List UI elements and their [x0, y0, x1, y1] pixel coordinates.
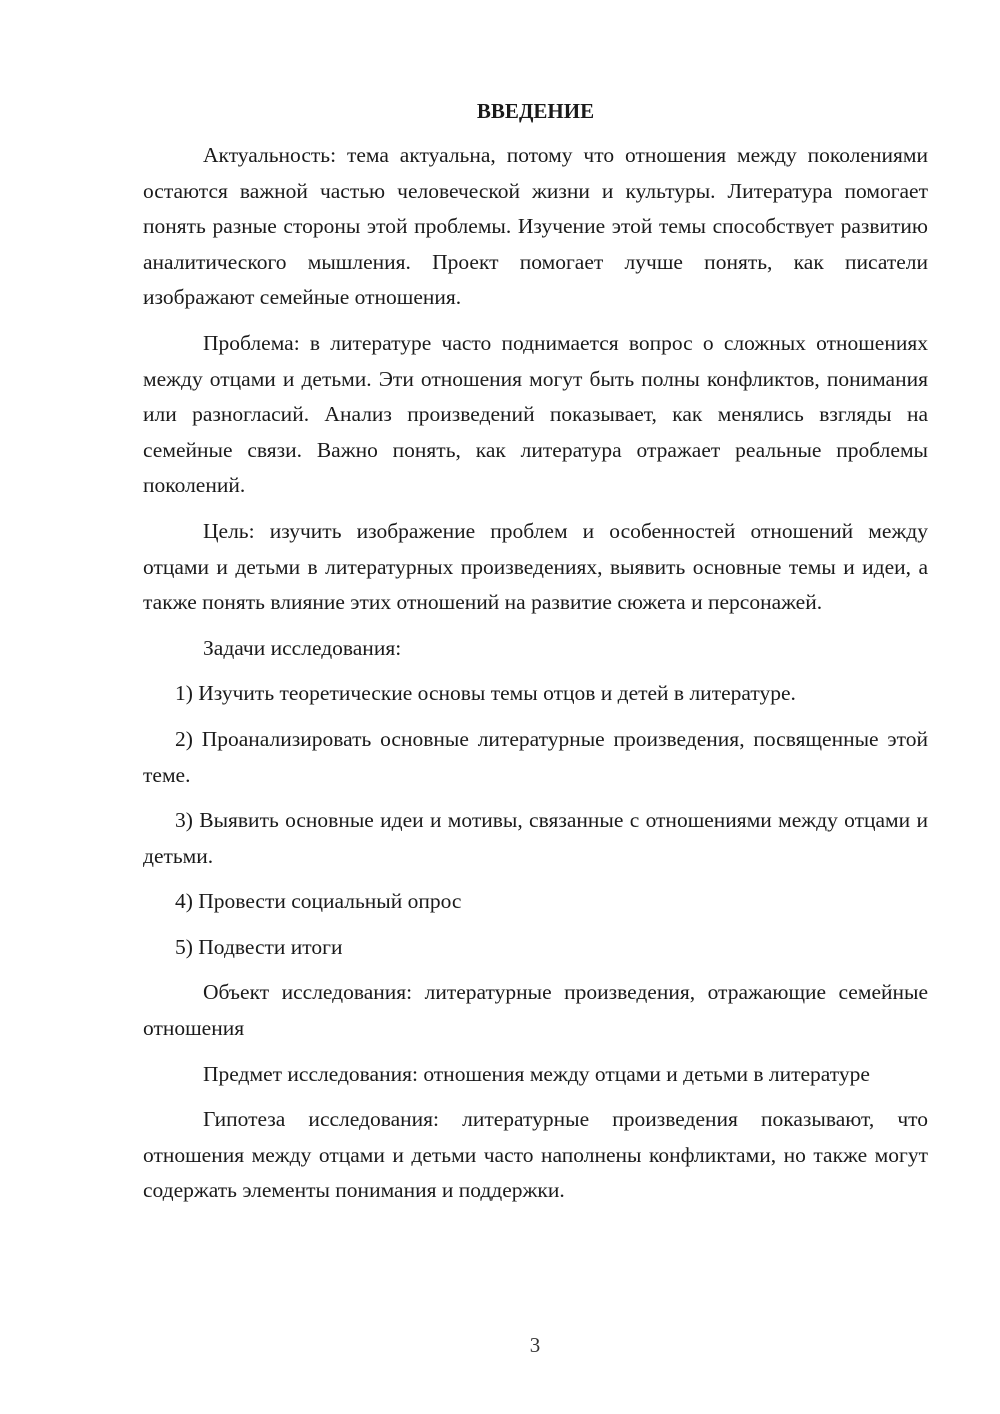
relevance-paragraph: Актуальность: тема актуальна, потому что отношения между поколениями остаются важной частью человеческой жизни и культуры. Литература помогает понять разные стороны этой проблемы. Изучение этой темы способствует развитию аналитического мышления. Проект помогает лучше понять, как писатели изображают семейные отношения.: [143, 143, 928, 310]
page-title: ВВЕДЕНИЕ: [476, 99, 595, 123]
document-page: [143, 94, 928, 1219]
goal-paragraph: Цель: изучить изображение проблем и особенностей отношений между отцами и детьми в литературных произведениях, выявить основные темы и идеи, а также понять влияние этих отношений на развитие сюжета и персонажей.: [143, 518, 928, 615]
task-item-5: 5) Подвести итоги: [175, 934, 343, 959]
tasks-title: Задачи исследования:: [203, 635, 402, 660]
page-number: 3: [529, 1333, 541, 1357]
task-item-3: 3) Выявить основные идеи и мотивы, связанные с отношениями между отцами и детьми.: [143, 808, 928, 868]
task-item-4: 4) Провести социальный опрос: [175, 889, 462, 914]
subject-paragraph: Предмет исследования: отношения между отцами и детьми в литературе: [203, 1061, 870, 1086]
task-item-1: 1) Изучить теоретические основы темы отцов и детей в литературе.: [175, 681, 796, 706]
task-item-2: 2) Проанализировать основные литературные произведения, посвященные этой теме.: [143, 726, 928, 787]
hypothesis-paragraph: Гипотеза исследования: литературные произведения показывают, что отношения между отцами и детьми часто наполнены конфликтами, но также могут содержать элементы понимания и поддержки.: [143, 1107, 928, 1203]
problem-paragraph: Проблема: в литературе часто поднимается вопрос о сложных отношениях между отцами и детьми. Эти отношения могут быть полны конфликтов, понимания или разногласий. Анализ произведений показывает, как менялись взгляды на семейные связи. Важно понять, как литература отражает реальные проблемы поколений.: [143, 330, 928, 498]
object-paragraph: Объект исследования: литературные произведения, отражающие семейные отношения: [143, 980, 928, 1041]
